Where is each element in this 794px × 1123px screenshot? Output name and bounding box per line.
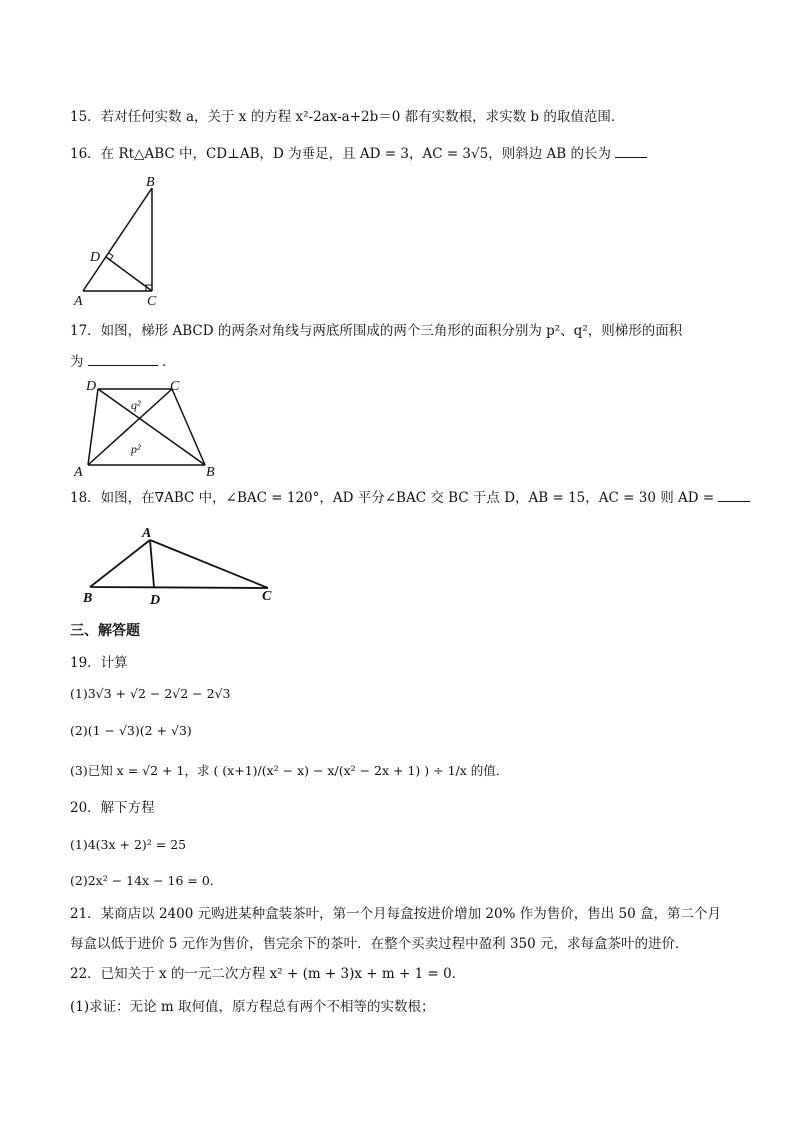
label-b: B [146,175,155,190]
label-b: B [83,591,93,606]
figure-trapezoid [70,376,230,480]
label-q-squared: q² [131,398,141,412]
question-19-part3-suffix: 的值． [470,763,509,778]
label-b: B [206,465,215,480]
question-21-line1: 21．某商店以 2400 元购进某种盒装茶叶，第一个月每盒按进价增加 20% 作为售价，售出 50 盒，第二个月 [70,906,721,922]
question-17-line2 [70,353,176,371]
label-a: A [142,526,152,541]
question-17-prefix: 为 [70,354,84,370]
question-20-part1: (1)4(3x + 2)² = 25 [70,837,187,852]
question-20-title: 20．解下方程 [70,800,155,816]
label-d: D [90,250,101,265]
question-18-text: 18．如图，在∇ABC 中，∠BAC = 120°，AD 平分∠BAC 交 BC 于点 D，AB = 15，AC = 30 则 AD = [70,490,715,506]
question-17-suffix: ． [162,354,176,370]
figure-triangle-bisector [80,520,280,610]
question-19-part3-expression: ( (x+1)/(x² − x) − x/(x² − 2x + 1) ) ÷ 1/x [213,763,467,778]
label-c: C [170,379,180,394]
question-18 [70,489,750,507]
label-c: C [262,589,272,604]
question-16-text: 16．在 Rt△ABC 中，CD⊥AB，D 为垂足，且 AD = 3，AC = 3√5，则斜边 AB 的长为 [70,146,611,162]
question-19-part3-prefix: (3)已知 x = √2 + 1，求 [70,763,210,778]
section-title: 三、解答题 [70,623,140,639]
label-a: A [74,294,83,309]
question-21-line2: 每盒以低于进价 5 元作为售价，售完余下的茶叶．在整个买卖过程中盈利 350 元，求每盒茶叶的进价． [70,936,689,952]
question-19-part1: (1)3√3 + √2 − 2√2 − 2√3 [70,686,231,701]
question-17-line1: 17．如图，梯形 ABCD 的两条对角线与两底所围成的两个三角形的面积分别为 p²、q²，则梯形的面积 [70,323,683,339]
label-d: D [150,593,161,608]
question-22-part1: (1)求证：无论 m 取何值，原方程总有两个不相等的实数根； [70,999,435,1015]
label-p-squared: p² [131,442,141,456]
question-15: 15．若对任何实数 a，关于 x 的方程 x²-2ax-a+2b＝0 都有实数根，求实数 b 的取值范围． [70,109,625,125]
question-22-title: 22．已知关于 x 的一元二次方程 x² + (m + 3)x + m + 1 = 0． [70,966,466,982]
question-19-part3 [70,762,508,780]
question-19-title: 19．计算 [70,655,128,671]
answer-blank-17 [88,353,158,366]
label-d: D [86,379,97,394]
label-c: C [147,294,157,309]
label-a: A [74,465,83,480]
figure-right-triangle [70,170,180,310]
answer-blank-16 [615,145,647,158]
question-16 [70,145,647,163]
question-20-part2: (2)2x² − 14x − 16 = 0． [70,873,223,888]
answer-blank-18 [718,489,750,502]
question-19-part2: (2)(1 − √3)(2 + √3) [70,723,192,738]
